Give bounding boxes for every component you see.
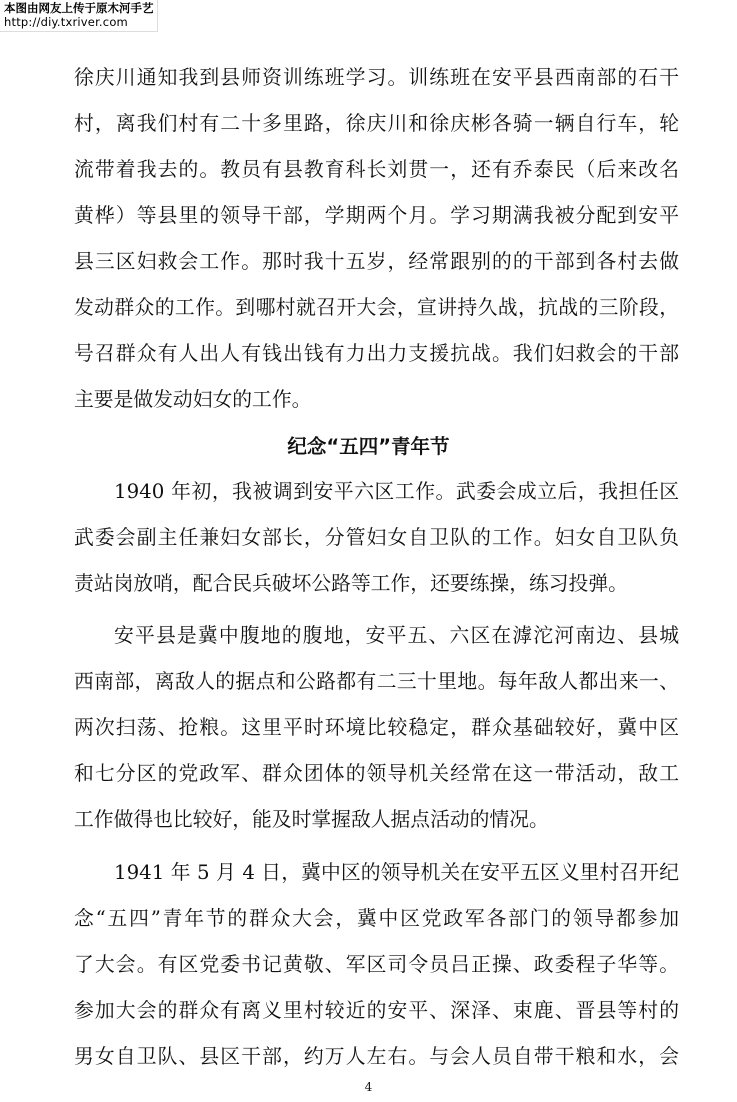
page-number: 4 — [364, 1080, 373, 1094]
watermark-text: 本图由网友上传于原木河手艺 — [4, 1, 154, 15]
text-line: 安平县是冀中腹地的腹地，安平五、六区在滹沱河南边、县城 — [114, 624, 679, 647]
text-line: 西南部，离敌人的据点和公路都有二三十里地。每年敌人都出来一、 — [74, 670, 679, 693]
text-line: 县三区妇救会工作。那时我十五岁，经常跟别的的干部到各村去做 — [74, 250, 679, 273]
section-heading: 纪念“五四”青年节 — [287, 435, 450, 458]
text-line: 村，离我们村有二十多里路，徐庆川和徐庆彬各骑一辆自行车，轮 — [74, 112, 679, 135]
text-line: 1940 年初，我被调到安平六区工作。武委会成立后，我担任区 — [114, 480, 679, 503]
text-line: 主要是做发动妇女的工作。 — [74, 388, 312, 411]
text-line: 1941 年 5 月 4 日，冀中区的领导机关在安平五区义里村召开纪 — [114, 861, 679, 884]
text-line: 号召群众有人出人有钱出钱有力出力支援抗战。我们妇救会的干部 — [74, 342, 679, 365]
watermark-url: http://diy.txriver.com — [4, 15, 128, 29]
text-line: 责站岗放哨，配合民兵破坏公路等工作，还要练操，练习投弹。 — [74, 572, 628, 595]
text-line: 发动群众的工作。到哪村就召开大会，宣讲持久战，抗战的三阶段， — [74, 296, 679, 319]
text-line: 黄桦）等县里的领导干部，学期两个月。学习期满我被分配到安平 — [74, 204, 679, 227]
text-line: 了大会。有区党委书记黄敬、军区司令员吕正操、政委程子华等。 — [74, 953, 679, 976]
text-line: 武委会副主任兼妇女部长，分管妇女自卫队的工作。妇女自卫队负 — [74, 526, 679, 549]
watermark-banner — [0, 0, 158, 32]
text-line: 流带着我去的。教员有县教育科长刘贯一，还有乔泰民（后来改名 — [74, 158, 679, 181]
text-line: 徐庆川通知我到县师资训练班学习。训练班在安平县西南部的石干 — [74, 66, 679, 89]
text-line: 男女自卫队、县区干部，约万人左右。与会人员自带干粮和水，会 — [74, 1045, 679, 1068]
text-line: 参加大会的群众有离义里村较近的安平、深泽、束鹿、晋县等村的 — [74, 999, 679, 1022]
text-line: 念“五四”青年节的群众大会，冀中区党政军各部门的领导都参加 — [74, 907, 679, 930]
text-line: 和七分区的党政军、群众团体的领导机关经常在这一带活动，敌工 — [74, 762, 679, 785]
text-line: 工作做得也比较好，能及时掌握敌人据点活动的情况。 — [74, 808, 549, 831]
text-line: 两次扫荡、抢粮。这里平时环境比较稳定，群众基础较好，冀中区 — [74, 716, 679, 739]
